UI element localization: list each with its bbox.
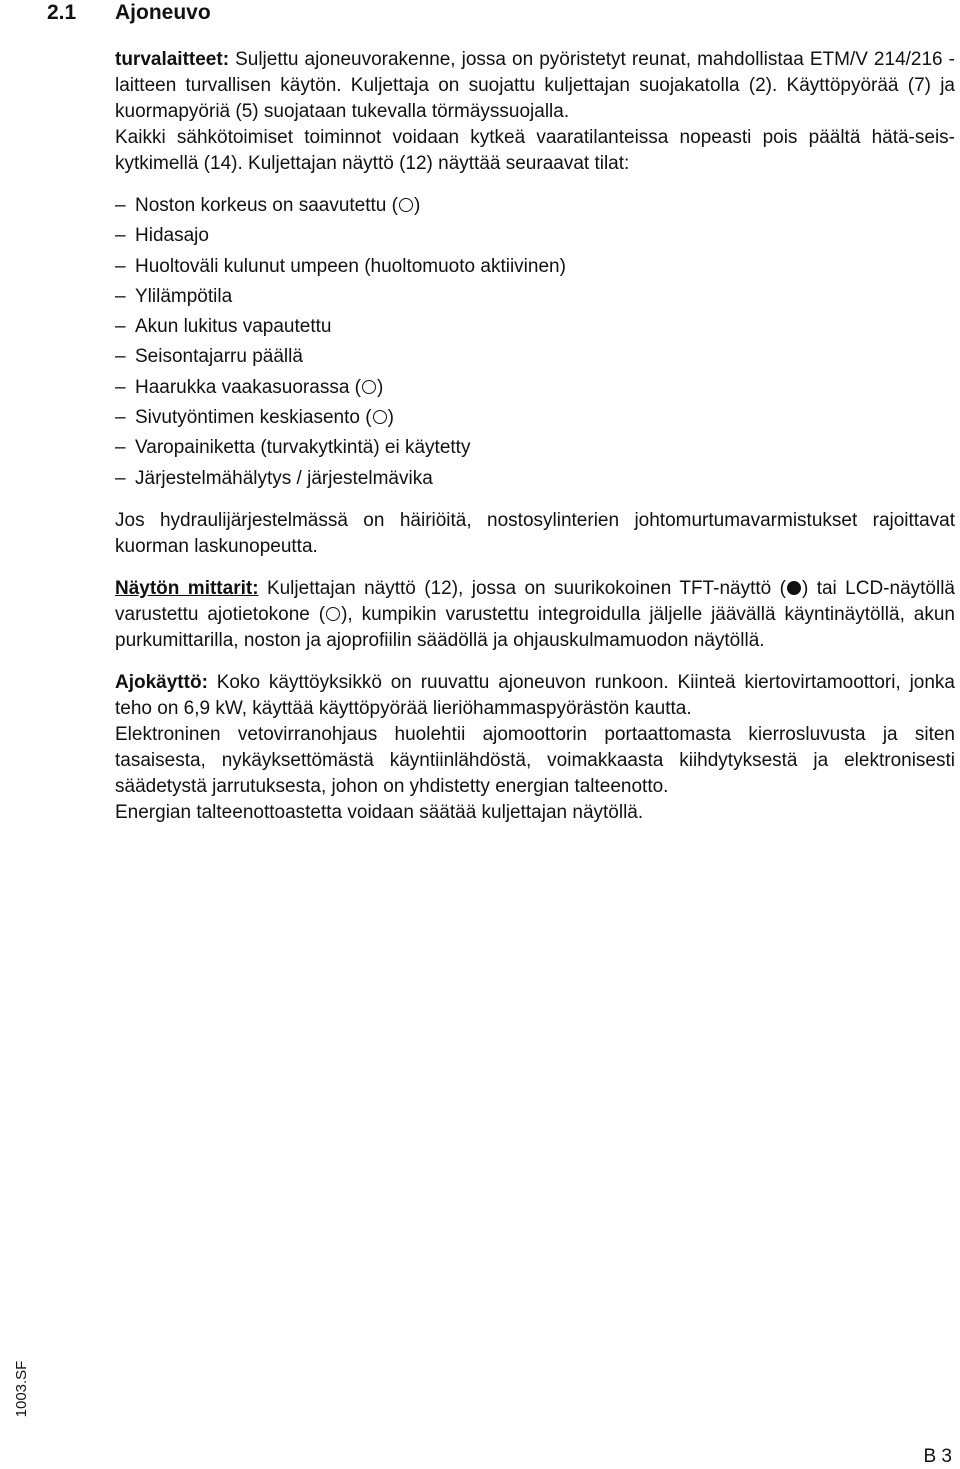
text-emergency-stop: Kaikki sähkötoimiset toiminnot voidaan kytkeä vaaratilanteissa nopeasti pois päältä hätä-seis-kytkimellä (14). Kuljettajan näyttö (12) näyttää seuraavat tilat:	[115, 127, 955, 174]
list-item	[115, 373, 955, 403]
text-display-gauges-a: Kuljettajan näyttö (12), jossa on suurikokoinen TFT-näyttö (	[258, 577, 786, 599]
label-display-gauges: Näytön mittarit:	[115, 577, 259, 599]
list-dash: –	[115, 407, 126, 429]
list-item	[115, 342, 955, 372]
paragraph-drive	[115, 670, 955, 722]
section-number: 2.1	[47, 1, 77, 24]
text-safety: Suljettu ajoneuvorakenne, jossa on pyöristetyt reunat, mahdollistaa ETM/V 214/216 -laitteen turvallisen käytön. Kuljettaja on suojattu kuljettajan suojakatolla (2). Käyttöpyörää (7) ja kuormapyöriä (5) suojataan tukevalla törmäyssuojalla.	[115, 49, 955, 122]
list-item-text: Seisontajarru päällä	[135, 346, 303, 368]
list-dash: –	[115, 255, 126, 277]
text-hydraulics: Jos hydraulijärjestelmässä on häiriöitä, nostosylinterien johtomurtumavarmistukset rajoittavat kuorman laskunopeutta.	[115, 509, 955, 557]
list-item-suffix: )	[387, 407, 394, 429]
list-item-text: Akun lukitus vapautettu	[135, 316, 332, 338]
text-display-gauges-b: ) tai LCD-näytöllä varustettu ajotietokone (	[115, 577, 955, 625]
list-item-text: Ylilämpötila	[135, 285, 233, 307]
list-item	[115, 312, 955, 342]
paragraph-traction-control	[115, 722, 955, 800]
list-dash: –	[115, 376, 126, 398]
list-item-text: Järjestelmähälytys / järjestelmävika	[135, 467, 433, 489]
spacer	[115, 654, 955, 670]
list-item-text: Hidasajo	[135, 225, 209, 247]
section-heading	[47, 0, 211, 26]
list-item	[115, 403, 955, 433]
document-body	[115, 47, 955, 826]
text-display-gauges-c: ), kumpikin varustettu integroidulla jäljelle jäävällä käyntinäytöllä, akun purkumittarilla, noston ja ajoprofiilin säädöllä ja ohjauskulmamuodon näytöllä.	[115, 603, 955, 651]
paragraph-energy-recovery	[115, 800, 955, 826]
list-item	[115, 433, 955, 463]
list-dash: –	[115, 316, 126, 338]
list-item-text: Huoltoväli kulunut umpeen (huoltomuoto aktiivinen)	[135, 255, 566, 277]
paragraph-display-gauges	[115, 576, 955, 654]
list-dash: –	[115, 437, 126, 459]
list-dash: –	[115, 467, 126, 489]
list-item	[115, 282, 955, 312]
filled-circle-icon	[787, 581, 801, 595]
list-item	[115, 191, 955, 221]
list-dash: –	[115, 195, 126, 216]
spacer	[115, 560, 955, 576]
list-dash: –	[115, 225, 126, 247]
text-energy-recovery: Energian talteenottoastetta voidaan säätää kuljettajan näytöllä.	[115, 801, 644, 823]
margin-code: 1003.SF	[13, 1360, 30, 1418]
list-item	[115, 221, 955, 251]
list-dash: –	[115, 346, 126, 368]
list-item-text: Varopainiketta (turvakytkintä) ei käytetty	[135, 437, 471, 459]
list-item-suffix: )	[413, 195, 421, 216]
list-item-text: Haarukka vaakasuorassa (	[135, 376, 361, 398]
paragraph-emergency-stop	[115, 125, 955, 177]
paragraph-hydraulics	[115, 508, 955, 560]
text-traction-control: Elektroninen vetovirranohjaus huolehtii ajomoottorin portaattomasta kierrosluvusta ja siten tasaisesta, nykäyksettömästä käyntiinlähdöstä, voimakkaasta kiihdytyksestä ja elektronisesti säädetystä jarrutuksesta, johon on yhdistetty energian talteenotto.	[115, 723, 955, 797]
list-item	[115, 464, 955, 494]
outline-circle-icon	[362, 380, 376, 394]
list-item-suffix: )	[377, 376, 384, 398]
page-number: B 3	[923, 1446, 952, 1467]
list-dash: –	[115, 285, 126, 307]
list-item-text: Noston korkeus on saavutettu (	[135, 195, 398, 216]
label-safety: turvalaitteet:	[115, 49, 230, 70]
label-drive: Ajokäyttö:	[115, 671, 208, 693]
section-title: Ajoneuvo	[115, 1, 211, 24]
display-status-list	[115, 191, 955, 494]
outline-circle-icon	[399, 198, 413, 212]
outline-circle-icon	[373, 410, 387, 424]
list-item	[115, 252, 955, 282]
paragraph-safety	[115, 47, 955, 125]
list-item-text: Sivutyöntimen keskiasento (	[135, 407, 372, 429]
text-drive: Koko käyttöyksikkö on ruuvattu ajoneuvon runkoon. Kiinteä kiertovirtamoottori, jonka teho on 6,9 kW, käyttää käyttöpyörää lieriöhammaspyörästön kautta.	[115, 671, 955, 719]
outline-circle-icon	[326, 607, 340, 621]
